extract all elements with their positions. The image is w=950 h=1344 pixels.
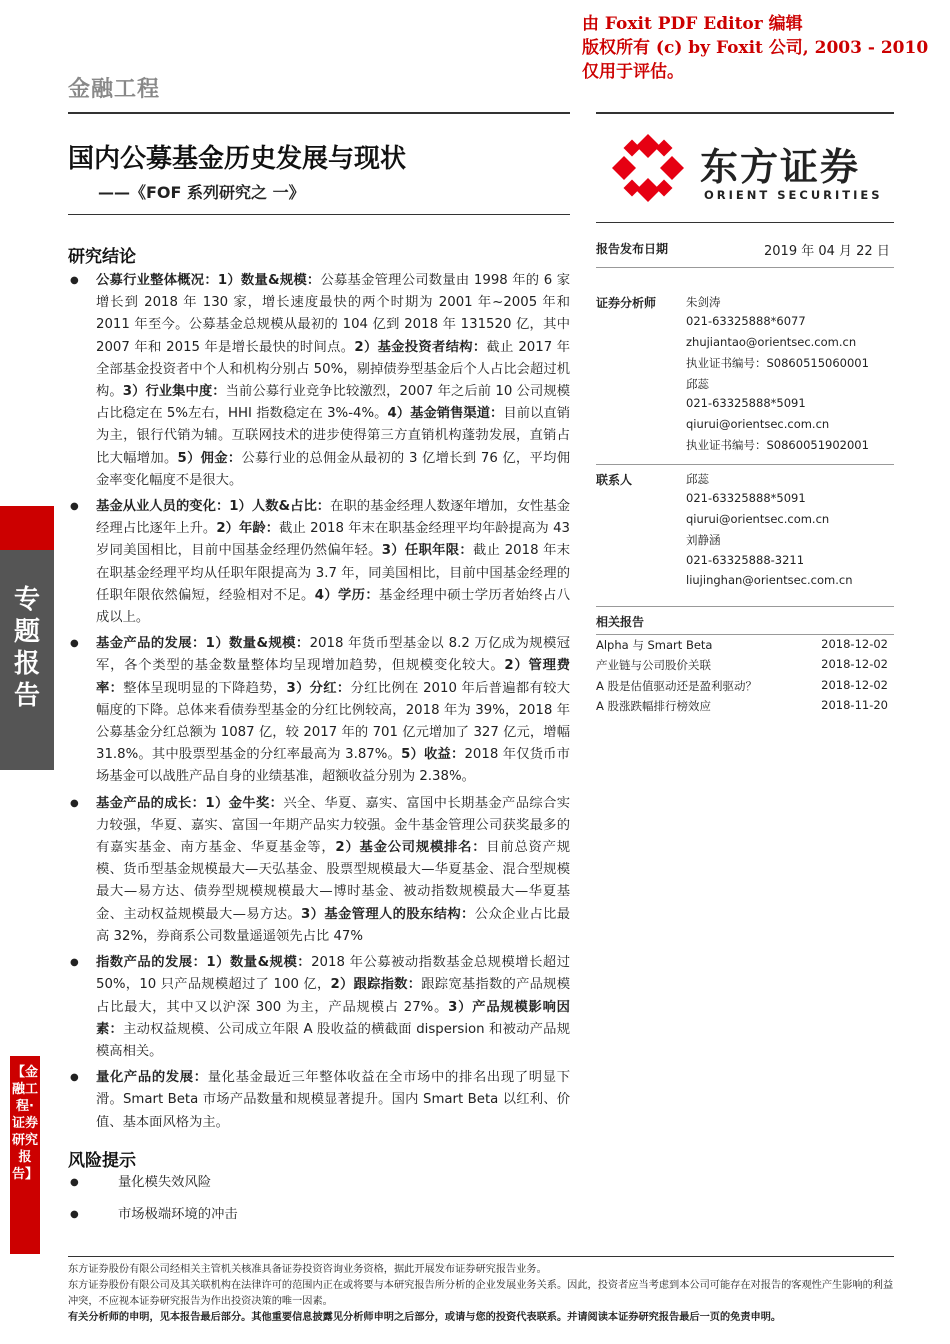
- divider: [596, 112, 894, 114]
- list-item: ● 基金产品的成长：1）金牛奖：兴全、华夏、嘉实、富国中长期基金产品综合实力较强，华夏、嘉实、富国一年期产品实力较强。金牛基金管理公司获奖最多的有嘉实基金、南方基金、华夏基金等，2）基金公司规模排名：目前总资产规模、货币型基金规模最大—天弘基金、股票型规模最大—华夏基金、混合型规模最大—易方达、债券型规模规模最大—博时基金、被动指数规模最大—华夏基金、主动权益规模最大—易方达。3）基金管理人的股东结构：公众企业占比最高 32%，券商系公司数量遥遥领先占比 47%: [68, 793, 570, 948]
- contact-info: 021-63325888*5091: [686, 491, 806, 505]
- related-heading: 相关报告: [596, 614, 645, 629]
- conclusions-list: [68, 270, 570, 1138]
- risk-list: [68, 1172, 570, 1236]
- related-list: [596, 637, 894, 719]
- contact-info: qiurui@orientsec.com.cn: [686, 511, 830, 526]
- contact-info: 邱蕊: [686, 471, 709, 486]
- analyst-info: qiurui@orientsec.com.cn: [686, 416, 830, 431]
- contact-info: liujinghan@orientsec.com.cn: [686, 573, 853, 587]
- analyst-info: 邱蕊: [686, 376, 709, 391]
- list-item: ● 市场极端环境的冲击: [68, 1204, 570, 1226]
- list-item: ● 量化模失效风险: [68, 1172, 570, 1194]
- analyst-info: 执业证书编号：S0860051902001: [686, 438, 869, 452]
- orient-securities-logo: [608, 132, 888, 204]
- analyst-info: zhujiantao@orientsec.com.cn: [686, 334, 857, 349]
- info-sidebar: [596, 240, 894, 719]
- divider: [68, 112, 570, 114]
- logo-text-cn: 东方证券: [700, 145, 861, 189]
- divider: [68, 214, 570, 215]
- analyst-info: 021-63325888*6077: [686, 314, 806, 328]
- related-report-item[interactable]: [596, 657, 894, 678]
- divider: [68, 1256, 894, 1257]
- analyst-info: 执业证书编号：S0860515060001: [686, 356, 869, 370]
- logo-text-en: ORIENT SECURITIES: [704, 188, 883, 202]
- related-report-title[interactable]: 产业链与公司股价关联: [596, 658, 711, 672]
- list-item: ● 指数产品的发展：1）数量&规模：2018 年公募被动指数基金总规模增长超过 50%，10 只产品规模超过了 100 亿，2）跟踪指数：跟踪宽基指数的产品规模占比最大，其中又以沪深 300 为主，产品规模占 27%。3）产品规模影响因素：主动权益规模、公司成立年限 A 股收益的横截面 dispersion 和被动产品规模高相关。: [68, 952, 570, 1063]
- foxit-watermark: 由 Foxit PDF Editor 编辑 版权所有 (c) by Foxit 公司, 2003 - 2010 仅用于评估。: [582, 14, 929, 82]
- analyst-info: 021-63325888*5091: [686, 396, 806, 410]
- list-item: ● 量化产品的发展：量化基金最近三年整体收益在全市场中的排名出现了明显下滑。Smart Beta 市场产品数量和规模显著提升。国内 Smart Beta 以红利、价值、基本面风格为主。: [68, 1067, 570, 1134]
- contact-label: 联系人: [596, 472, 633, 487]
- contact-info: 021-63325888-3211: [686, 552, 805, 567]
- list-item: ● 基金产品的发展：1）数量&规模：2018 年货币型基金以 8.2 万亿成为规模冠军，各个类型的基金数量整体均呈现增加趋势，但规模变化较大。2）管理费率：整体呈现明显的下降趋势，3）分红：分红比例在 2010 年后普遍都有较大幅度的下降。总体来看债券型基金的分红比例较高，2018 年为 39%，2018 年公募基金分红总额为 1087 亿，较 2017 年的 701 亿元增加了 327 亿元，增幅 31.8%。其中股票型基金的分红率最高为 3.87%。5）收益：2018 年仅货币市场基金可以战胜产品自身的业绩基准，超额收益分别为 2.38%。: [68, 633, 570, 788]
- risk-heading: 风险提示: [68, 1151, 136, 1171]
- side-tab-category-label: 【金融工程·证券研究报告】: [11, 1065, 38, 1182]
- related-report-title[interactable]: A 股涨跌幅排行榜效应: [596, 699, 712, 713]
- side-tab-report-type: [0, 506, 54, 770]
- publish-date-row: [596, 240, 894, 261]
- list-item: ● 公募行业整体概况：1）数量&规模：公募基金管理公司数量由 1998 年的 6 家增长到 2018 年 130 家，增长速度最快的两个时期为 2001 年~2005 年和 2011 年至今。公募基金总规模从最初的 104 亿到 2018 年 131520 亿，其中 2007 年和 2015 年是增长最快的时间点。2）基金投资者结构：截止 2017 年全部基金投资者中个人和机构分别占 50%，剔掉债券型基金后个人占比会超过机构。3）行业集中度：当前公募行业竞争比较激烈，2007 年之后前 10 公司规模占比稳定在 5%左右，HHI 指数稳定在 3%-4%。4）基金销售渠道：目前以直销为主，银行代销为辅。互联网技术的进步使得第三方直销机构蓬勃发展，直销占比大幅增加。5）佣金：公募行业的总佣金从最初的 3 亿增长到 76 亿，平均佣金率变化幅度不是很大。: [68, 270, 570, 492]
- report-title: 国内公募基金历史发展与现状: [68, 144, 407, 174]
- publish-date-value: 2019 年 04 月 22 日: [764, 244, 890, 259]
- related-report-item[interactable]: [596, 698, 894, 719]
- publish-date-label: 报告发布日期: [596, 242, 669, 256]
- related-report-title[interactable]: A 股是估值驱动还是盈利驱动？: [596, 678, 758, 693]
- side-tab-category: [10, 1056, 40, 1254]
- list-item: ● 基金从业人员的变化：1）人数&占比：在职的基金经理人数逐年增加，女性基金经理占比逐年上升。2）年龄：截止 2018 年末在职基金经理平均年龄提高为 43 岁同美国相比，目前中国基金经理仍然偏年轻。3）任职年限：截止 2018 年末在职基金经理平均从任职年限提高为 3.7 年，同美国相比，目前中国基金经理的任职年限依然偏短，经验相对不足。4）学历：基金经理中硕士学历者始终占八成以上。: [68, 496, 570, 629]
- related-report-item[interactable]: [596, 637, 894, 658]
- analyst-label: 证券分析师: [596, 295, 657, 310]
- related-report-date: 2018-12-02: [821, 677, 888, 692]
- section-label: 金融工程: [68, 77, 161, 102]
- related-report-date: 2018-12-02: [821, 657, 888, 671]
- related-report-date: 2018-11-20: [821, 698, 888, 712]
- related-report-item[interactable]: [596, 678, 894, 699]
- report-subtitle: ——《FOF 系列研究之 一》: [98, 183, 305, 202]
- disclaimer: 东方证券股份有限公司经相关主管机关核准具备证券投资咨询业务资格，据此开展发布证券研究报告业务。 东方证券股份有限公司及其关联机构在法律许可的范围内正在或将要与本研究报告所分析的企业发展业务关系。因此，投资者应当考虑到本公司可能存在对报告的客观性产生影响的利益冲突，不应视本证券研究报告为作出投资决策的唯一因素。 有关分析师的申明，见本报告最后部分。其他重要信息披露见分析师申明之后部分，或请与您的投资代表联系。并请阅读本证券研究报告最后一页的免责申明。: [68, 1264, 894, 1323]
- related-report-title[interactable]: Alpha 与 Smart Beta: [596, 637, 713, 652]
- side-tab-label: 专题报告: [13, 585, 40, 711]
- logo-mark-icon: [608, 132, 688, 204]
- conclusions-heading: 研究结论: [68, 247, 136, 267]
- divider: [596, 222, 894, 223]
- analyst-info: 朱剑涛: [686, 294, 721, 309]
- related-report-date: 2018-12-02: [821, 636, 888, 651]
- contact-info: 刘静涵: [686, 533, 721, 547]
- contact-block: [596, 471, 894, 594]
- analyst-block: [596, 294, 894, 458]
